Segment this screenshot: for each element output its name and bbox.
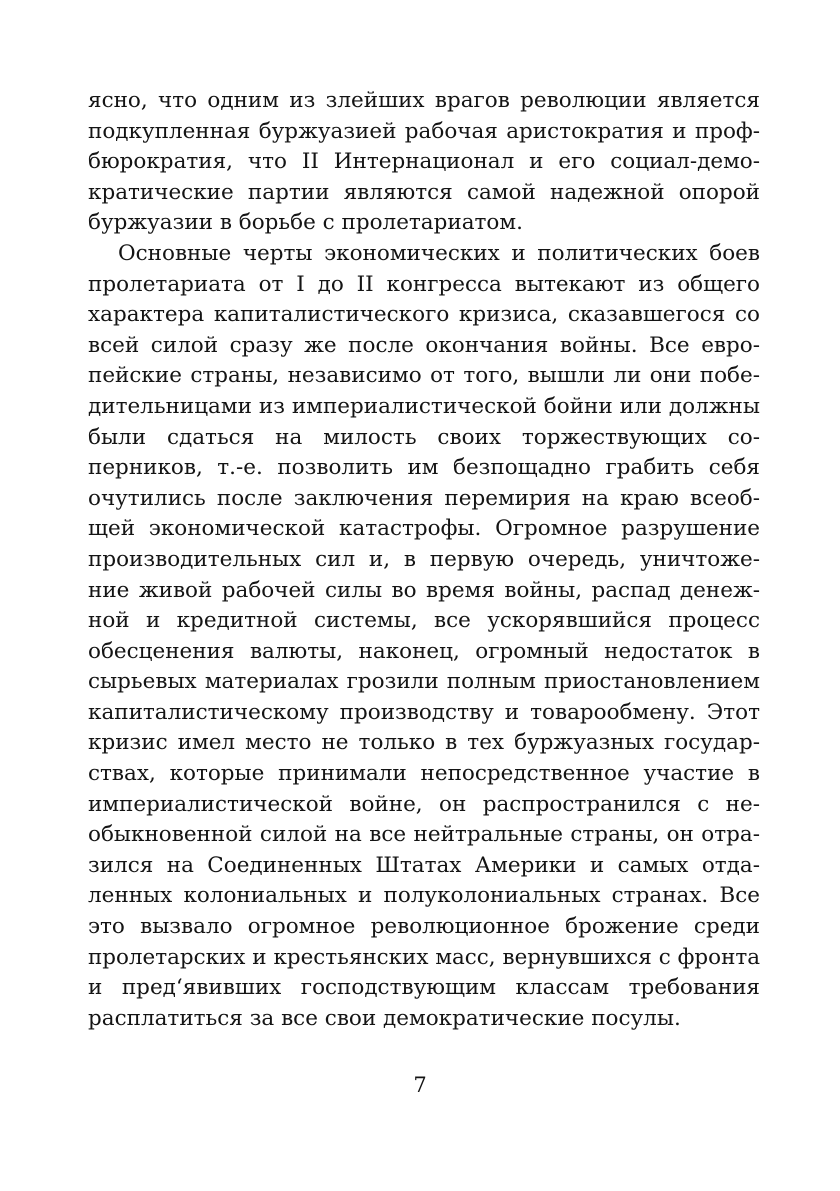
text-line: буржуазии в борьбе с пролетариатом. [88,210,523,236]
text-line: и пред‘явивших господствующим классам требования [88,975,760,1001]
text-line: всей силой сразу же после окончания войны. Все евро- [88,332,760,358]
text-line: ной и кредитной системы, все ускорявшийся процесс [88,608,760,634]
text-line: ясно, что одним из злейших врагов революции является [88,88,760,113]
text-line: пролетарских и крестьянских масс, вернувшихся с фронта [88,944,760,970]
page-number: 7 [413,1073,427,1097]
text-line: ние живой рабочей силы во время войны, распад денеж- [88,577,760,603]
text-line: очутились после заключения перемирия на краю всеоб- [88,485,760,511]
text-line: дительницами из империалистической бойни или должны [88,393,760,419]
text-line: зился на Соединенных Штатах Америки и самых отда- [88,852,760,878]
text-line: обыкновенной силой на все нейтральные страны, он отра- [88,822,760,848]
text-line: щей экономической катастрофы. Огромное разрушение [88,516,760,542]
text-line: кратические партии являются самой надежной опорой [88,179,760,205]
text-line: были сдаться на милость своих торжествующих со- [88,424,760,450]
text-line: пейские страны, независимо от того, вышли ли они побе- [88,363,760,389]
text-line: кризис имел место не только в тех буржуазных государ- [88,730,760,756]
text-line: это вызвало огромное революционное брожение среди [88,914,760,940]
text-line: сырьевых материалах грозили полным приостановлением [88,669,760,695]
text-line: характера капиталистического кризиса, сказавшегося со [88,302,760,328]
text-line: обесценения валюты, наконец, огромный недостаток в [88,638,760,664]
body-text [88,86,760,1034]
text-line: капиталистическому производству и товарообмену. Этот [88,699,760,725]
text-line: пролетариата от I до II конгресса вытекают из общего [88,271,760,297]
paragraph-2 [88,239,760,1034]
text-line: бюрократия, что II Интернационал и его социал-демо- [88,149,760,175]
text-line: производительных сил и, в первую очередь, уничтоже- [88,546,760,572]
text-line: расплатиться за все свои демократические посулы. [88,1005,681,1031]
paragraph-1 [88,86,760,239]
text-line: империалистической войне, он распространился с не- [88,791,760,817]
text-line: подкупленная буржуазией рабочая аристократия и проф- [88,118,760,144]
text-line: ствах, которые принимали непосредственное участие в [88,761,760,787]
text-line: ленных колониальных и полуколониальных странах. Все [88,883,760,909]
text-line: перников, т.-е. позволить им безпощадно грабить себя [88,455,760,481]
text-line: Основные черты экономических и политических боев [118,240,760,266]
